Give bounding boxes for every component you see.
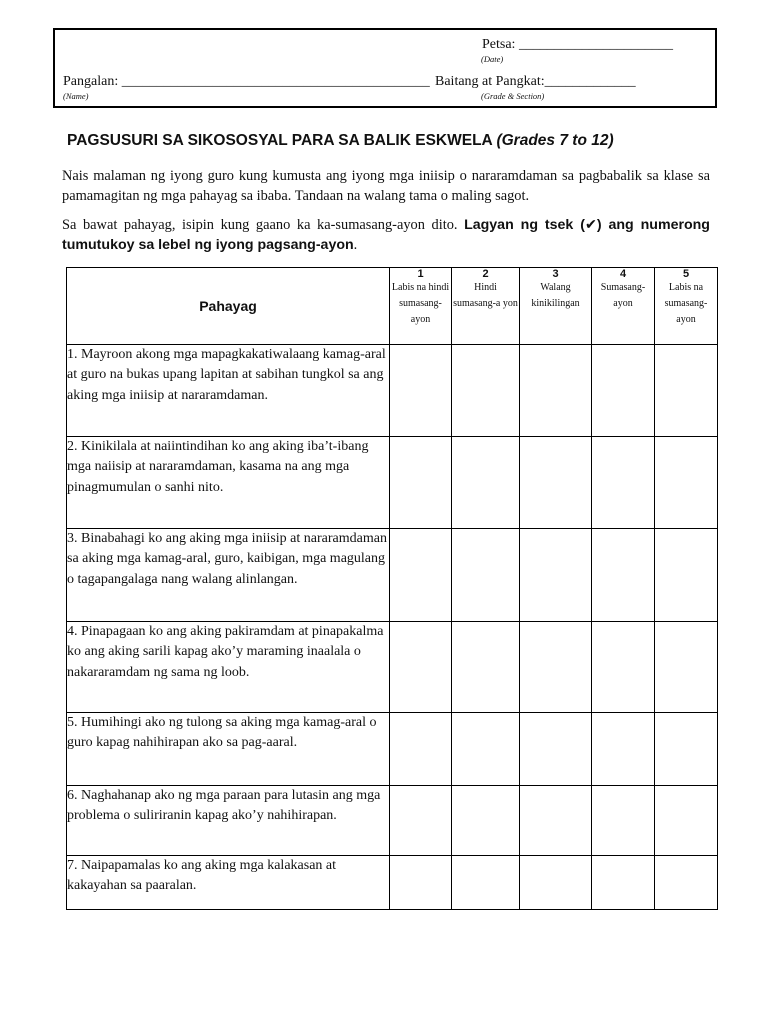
statement-text: 2. Kinikilala at naiintindihan ko ang aking iba’t-ibang mga naiisip at nararamdaman, kasama na ang mga pinagmumulan o sanhi nito. <box>67 437 390 529</box>
table-row <box>67 713 718 786</box>
rating-cell-1[interactable] <box>390 856 452 910</box>
rating-cell-2[interactable] <box>452 345 520 437</box>
scale-label: Sumasang-ayon <box>600 282 646 309</box>
statement-text: 5. Humihingi ako ng tulong sa aking mga kamag-aral o guro kapag nahihirapan ako sa pag-aaral. <box>67 713 390 786</box>
statement-text: 7. Naipapamalas ko ang aking mga kalakasan at kakayahan sa paaralan. <box>67 856 390 910</box>
rating-cell-3[interactable] <box>520 345 592 437</box>
student-info-box <box>53 28 717 108</box>
scale-label: Hindi sumasang-a yon <box>453 282 518 309</box>
date-hint: (Date) <box>481 54 504 64</box>
instruction-end: . <box>353 237 358 253</box>
table-row <box>67 622 718 713</box>
rating-cell-4[interactable] <box>592 529 655 622</box>
rating-cell-5[interactable] <box>655 529 718 622</box>
rating-cell-3[interactable] <box>520 713 592 786</box>
scale-number: 1 <box>417 268 424 280</box>
rating-cell-2[interactable] <box>452 622 520 713</box>
instruction-paragraph <box>62 215 710 255</box>
scale-header-5 <box>655 268 718 345</box>
rating-cell-3[interactable] <box>520 856 592 910</box>
rating-cell-1[interactable] <box>390 437 452 529</box>
table-row <box>67 437 718 529</box>
scale-number: 4 <box>619 268 627 280</box>
rating-cell-1[interactable] <box>390 786 452 856</box>
scale-number: 2 <box>482 268 489 280</box>
table-header-row <box>67 268 718 345</box>
scale-label: Labis na hindi sumasang-ayon <box>391 282 450 325</box>
scale-label: Labis na sumasang-ayon <box>664 282 708 325</box>
table-row <box>67 345 718 437</box>
rating-cell-5[interactable] <box>655 786 718 856</box>
scale-header-3 <box>520 268 592 345</box>
rating-cell-5[interactable] <box>655 437 718 529</box>
instruction-bold: Lagyan ng tsek (✔) ang numerong tumutukoy sa lebel ng iyong pagsang-ayon <box>62 217 710 253</box>
table-row <box>67 786 718 856</box>
date-field[interactable]: Petsa: ______________________ <box>482 37 673 52</box>
statement-text: 4. Pinapagaan ko ang aking pakiramdam at pinapakalma ko ang aking sarili kapag ako’y maraming inaalala o nakararamdam ng sama ng loob. <box>67 622 390 713</box>
scale-header-2 <box>452 268 520 345</box>
rating-cell-4[interactable] <box>592 856 655 910</box>
rating-cell-4[interactable] <box>592 622 655 713</box>
rating-cell-3[interactable] <box>520 786 592 856</box>
rating-cell-2[interactable] <box>452 529 520 622</box>
title-main: PAGSUSURI SA SIKOSOSYAL PARA SA BALIK ESKWELA <box>67 132 493 149</box>
rating-cell-3[interactable] <box>520 529 592 622</box>
rating-cell-5[interactable] <box>655 622 718 713</box>
rating-cell-5[interactable] <box>655 856 718 910</box>
rating-cell-1[interactable] <box>390 622 452 713</box>
pahayag-header: Pahayag <box>67 268 390 345</box>
scale-number: 5 <box>682 268 690 280</box>
rating-cell-2[interactable] <box>452 437 520 529</box>
rating-cell-2[interactable] <box>452 713 520 786</box>
rating-cell-3[interactable] <box>520 437 592 529</box>
rating-cell-4[interactable] <box>592 786 655 856</box>
rating-cell-4[interactable] <box>592 437 655 529</box>
table-row <box>67 529 718 622</box>
statement-text: 1. Mayroon akong mga mapagkakatiwalaang kamag-aral at guro na bukas upang lapitan at sabihan tungkol sa ang aking mga iniisip at nararamdaman. <box>67 345 390 437</box>
title-grades: (Grades 7 to 12) <box>496 132 614 149</box>
scale-label: Walang kinikilingan <box>531 282 580 309</box>
scale-header-1 <box>390 268 452 345</box>
scale-header-4 <box>592 268 655 345</box>
intro-paragraph: Nais malaman ng iyong guro kung kumusta ang iyong mga iniisip o nararamdaman sa pagbabalik sa klase sa pamamagitan ng mga pahayag sa ibaba. Tandaan na walang tama o maling sagot. <box>62 168 710 204</box>
rating-cell-5[interactable] <box>655 345 718 437</box>
rating-cell-4[interactable] <box>592 345 655 437</box>
grade-hint: (Grade & Section) <box>481 91 545 101</box>
rating-cell-2[interactable] <box>452 786 520 856</box>
instruction-plain: Sa bawat pahayag, isipin kung gaano ka ka-sumasang-ayon dito. <box>62 217 458 233</box>
rating-cell-1[interactable] <box>390 713 452 786</box>
rating-cell-2[interactable] <box>452 856 520 910</box>
table-row <box>67 856 718 910</box>
statement-text: 3. Binabahagi ko ang aking mga iniisip at nararamdaman sa aking mga kamag-aral, guro, kaibigan, mga magulang o tagapangalaga nang walang alinlangan. <box>67 529 390 622</box>
statement-text: 6. Naghahanap ako ng mga paraan para lutasin ang mga problema o suliriranin kapag ako’y nahihirapan. <box>67 786 390 856</box>
name-hint: (Name) <box>63 91 89 101</box>
page-title <box>67 132 727 150</box>
name-field[interactable]: Pangalan: ____________________________________________ <box>63 74 430 89</box>
rating-cell-3[interactable] <box>520 622 592 713</box>
rating-cell-1[interactable] <box>390 529 452 622</box>
scale-number: 3 <box>552 268 559 280</box>
grade-section-field[interactable]: Baitang at Pangkat:_____________ <box>435 74 636 89</box>
rating-cell-1[interactable] <box>390 345 452 437</box>
rating-cell-4[interactable] <box>592 713 655 786</box>
rating-cell-5[interactable] <box>655 713 718 786</box>
survey-table <box>66 267 718 910</box>
